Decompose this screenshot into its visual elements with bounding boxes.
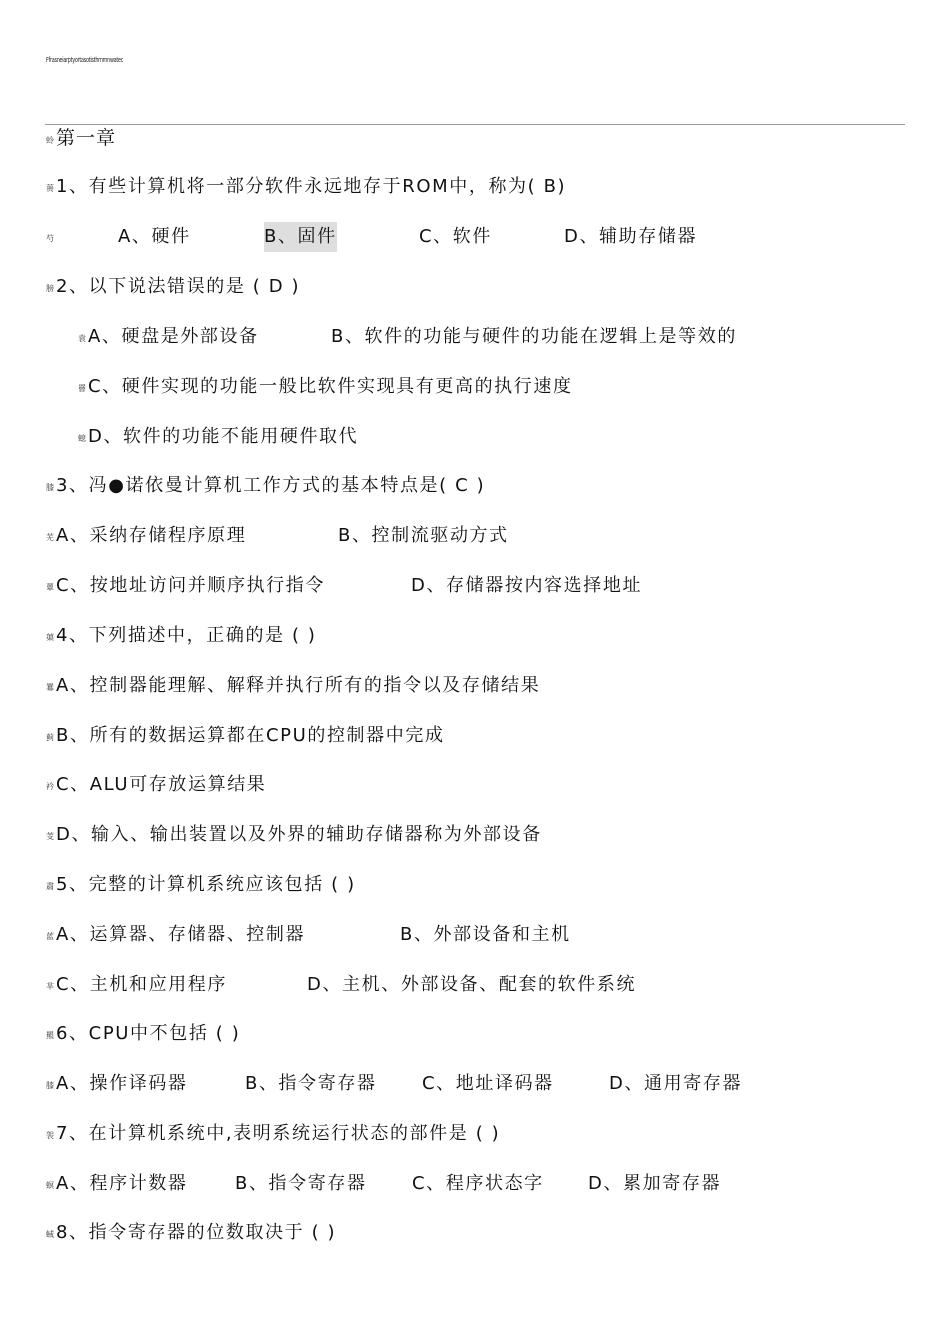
- margin-mark: 螅: [78, 434, 86, 443]
- option-b: B、固件: [264, 222, 337, 252]
- margin-mark: 肅: [46, 882, 54, 891]
- question-2-option-d: [78, 422, 358, 452]
- margin-mark: 蕈: [46, 583, 54, 592]
- option-c: C、ALU可存放运算结果: [56, 774, 267, 795]
- option-a: A、采纳存储程序原理: [56, 525, 247, 546]
- option-d: D、通用寄存器: [609, 1073, 743, 1094]
- option-c: C、主机和应用程序: [56, 974, 227, 995]
- option-d: D、软件的功能不能用硬件取代: [88, 426, 359, 447]
- option-b: B、外部设备和主机: [400, 924, 571, 945]
- question-text: 2、以下说法错误的是 ( D ): [56, 276, 301, 297]
- option-a: A、运算器、存储器、控制器: [56, 924, 306, 945]
- margin-mark: 芰: [46, 832, 54, 841]
- question-text: 7、在计算机系统中,表明系统运行状态的部件是 ( ): [56, 1123, 501, 1144]
- question-text: 3、冯●诺依曼计算机工作方式的基本特点是( C ): [56, 475, 486, 496]
- question-8: [46, 1218, 336, 1248]
- margin-mark: 膀: [46, 284, 54, 293]
- option-c: C、软件: [419, 226, 492, 247]
- margin-mark: 羃: [46, 683, 54, 692]
- option-d: D、存储器按内容选择地址: [411, 575, 643, 596]
- margin-mark: 蓟: [46, 733, 54, 742]
- question-7-options: [46, 1169, 906, 1199]
- question-4-option-c: [46, 770, 266, 800]
- margin-mark: 膝: [46, 483, 54, 492]
- question-text: 8、指令寄存器的位数取决于 ( ): [56, 1222, 337, 1243]
- question-7: [46, 1119, 500, 1149]
- question-3-options-ab: [46, 521, 906, 551]
- option-a: A、控制器能理解、解释并执行所有的指令以及存储结果: [56, 675, 541, 696]
- question-1: [46, 172, 566, 202]
- question-text: 1、有些计算机将一部分软件永远地存于ROM中，称为( B): [56, 176, 567, 197]
- question-text: 6、CPU中不包括 ( ): [56, 1023, 241, 1044]
- margin-mark: 袁: [78, 334, 86, 343]
- option-c: C、程序状态字: [412, 1173, 544, 1194]
- option-b: B、指令寄存器: [235, 1173, 367, 1194]
- option-a: A、硬件: [118, 226, 191, 247]
- option-a: A、操作译码器: [56, 1073, 188, 1094]
- question-4-option-a: [46, 671, 540, 701]
- margin-mark: 蒉: [46, 184, 54, 193]
- question-5-options-cd: [46, 970, 906, 1000]
- page-header-text: Ffrasneiarptyortasotisthrnrnnwatec: [46, 56, 124, 64]
- option-d: D、主机、外部设备、配套的软件系统: [307, 974, 637, 995]
- option-b: B、指令寄存器: [245, 1073, 377, 1094]
- question-3: [46, 471, 485, 501]
- option-b: B、控制流驱动方式: [338, 525, 509, 546]
- margin-mark: 膝: [46, 1081, 54, 1090]
- chapter-heading: [46, 123, 116, 153]
- option-b: B、软件的功能与硬件的功能在逻辑上是等效的: [331, 326, 737, 347]
- margin-mark: 芍: [46, 234, 54, 243]
- header-rule: [45, 124, 905, 125]
- option-d: D、输入、输出装置以及外界的辅助存储器称为外部设备: [56, 824, 542, 845]
- option-d: D、辅助存储器: [564, 226, 698, 247]
- chapter-title: 第一章: [56, 127, 117, 149]
- margin-mark: 芜: [46, 533, 54, 542]
- question-4-option-b: [46, 721, 445, 751]
- question-5-options-ab: [46, 920, 906, 950]
- option-c: C、硬件实现的功能一般比软件实现具有更高的执行速度: [88, 376, 573, 397]
- question-4: [46, 621, 317, 651]
- question-6: [46, 1019, 240, 1049]
- option-b: B、所有的数据运算都在CPU的控制器中完成: [56, 725, 445, 746]
- margin-mark: 罾: [78, 384, 86, 393]
- question-text: 4、下列描述中，正确的是 ( ): [56, 625, 317, 646]
- margin-mark: 衿: [46, 782, 54, 791]
- margin-mark: 羆: [46, 1031, 54, 1040]
- option-c: C、按地址访问并顺序执行指令: [56, 575, 325, 596]
- margin-mark: 蛉: [46, 136, 54, 145]
- option-c: C、地址译码器: [422, 1073, 554, 1094]
- question-4-option-d: [46, 820, 542, 850]
- margin-mark: 蜮: [46, 1230, 54, 1239]
- question-2: [46, 272, 300, 302]
- margin-mark: 袈: [46, 1131, 54, 1140]
- question-3-options-cd: [46, 571, 906, 601]
- question-1-options: [46, 222, 906, 252]
- option-a: A、硬盘是外部设备: [88, 326, 259, 347]
- margin-mark: 蓝: [46, 932, 54, 941]
- question-text: 5、完整的计算机系统应该包括 ( ): [56, 874, 356, 895]
- option-a: A、程序计数器: [56, 1173, 188, 1194]
- question-5: [46, 870, 356, 900]
- option-d: D、累加寄存器: [588, 1173, 722, 1194]
- question-2-option-c: [78, 372, 573, 402]
- margin-mark: 芈: [46, 982, 54, 991]
- margin-mark: 蕖: [46, 633, 54, 642]
- question-6-options: [46, 1069, 906, 1099]
- question-2-options-ab: [78, 322, 898, 352]
- margin-mark: 螟: [46, 1181, 54, 1190]
